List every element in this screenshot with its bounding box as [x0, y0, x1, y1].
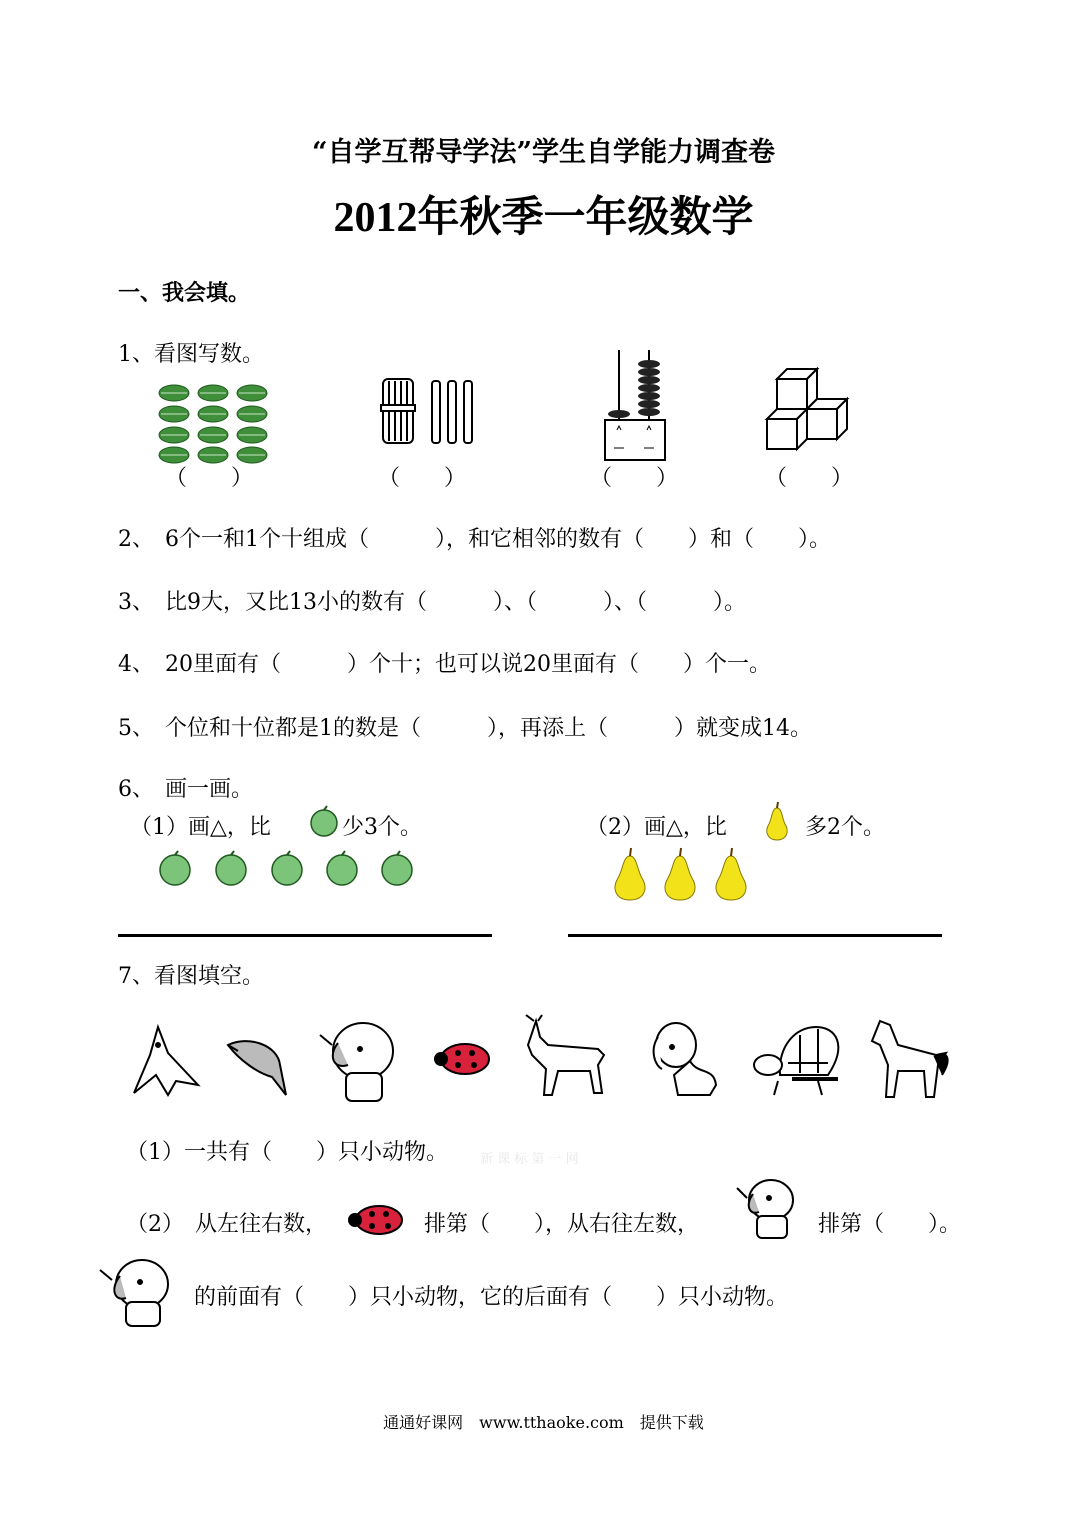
- q6-part1-text: （1）画△，比: [130, 815, 271, 840]
- elephant-icon: [98, 1256, 172, 1328]
- watermark: 新 课 标 第 一 网: [480, 1152, 579, 1167]
- animals-row: [128, 1015, 958, 1105]
- elephant-icon: [320, 1023, 393, 1101]
- pear-icon: [762, 802, 792, 842]
- q7-part3-text: 的前面有（ ）只小动物，它的后面有（ ）只小动物。: [194, 1285, 789, 1310]
- dolphin-icon: [228, 1041, 286, 1095]
- goat-icon: [526, 1015, 604, 1095]
- elephant-icon: [735, 1176, 797, 1240]
- horse-icon: [872, 1021, 948, 1097]
- subtitle: “自学互帮导学法”学生自学能力调查卷: [311, 137, 776, 168]
- q6-part2-text-end: 多2个。: [805, 815, 885, 840]
- page-title: 2012年秋季一年级数学: [333, 195, 754, 241]
- dog-icon: [654, 1023, 716, 1095]
- q6-part1-text-end: 少3个。: [342, 815, 422, 840]
- q2-text: 2、 6个一和1个十组成（ ），和它相邻的数有（ ）和（ ）。: [118, 527, 831, 552]
- q1-answer-blank[interactable]: （ ）: [165, 466, 254, 491]
- cubes-picture: [766, 367, 852, 451]
- leaves-picture: [158, 383, 273, 465]
- apple-icon: [307, 806, 341, 836]
- q1-answer-blank[interactable]: （ ）: [590, 466, 679, 491]
- section-heading: 一、我会填。: [118, 280, 251, 306]
- pears-row: [610, 848, 760, 902]
- q7-part2-middle: 排第（ ），从右往左数，: [424, 1212, 700, 1237]
- q6-label: 6、 画一画。: [118, 777, 253, 802]
- answer-line-2[interactable]: [568, 934, 942, 937]
- q1-label: 1、看图写数。: [118, 342, 264, 367]
- footer: 通通好课网 www.tthaoke.com 提供下载: [383, 1413, 704, 1432]
- ladybug-icon: [346, 1201, 404, 1235]
- q5-text: 5、 个位和十位都是1的数是（ ），再添上（ ）就变成14。: [118, 716, 812, 741]
- q7-part2-text: （2） 从左往右数，: [126, 1212, 327, 1237]
- q4-text: 4、 20里面有（ ）个十；也可以说20里面有（ ）个一。: [118, 652, 771, 677]
- apples-row: [158, 850, 418, 886]
- q7-label: 7、看图填空。: [118, 964, 264, 989]
- abacus-picture: [603, 350, 667, 462]
- q1-answer-blank[interactable]: （ ）: [378, 466, 467, 491]
- q6-part2-text: （2）画△，比: [586, 815, 727, 840]
- q7-part2-end: 排第（ ）。: [818, 1212, 962, 1237]
- ladybug-icon: [434, 1044, 489, 1074]
- answer-line-1[interactable]: [118, 934, 492, 937]
- q3-text: 3、 比9大，又比13小的数有（ ）、（ ）、（ ）。: [118, 590, 746, 615]
- sticks-picture: [380, 375, 476, 447]
- bird-icon: [134, 1027, 198, 1095]
- q1-answer-blank[interactable]: （ ）: [765, 466, 854, 491]
- turtle-icon: [754, 1027, 838, 1095]
- q7-part1-text: （1）一共有（ ）只小动物。: [126, 1140, 448, 1165]
